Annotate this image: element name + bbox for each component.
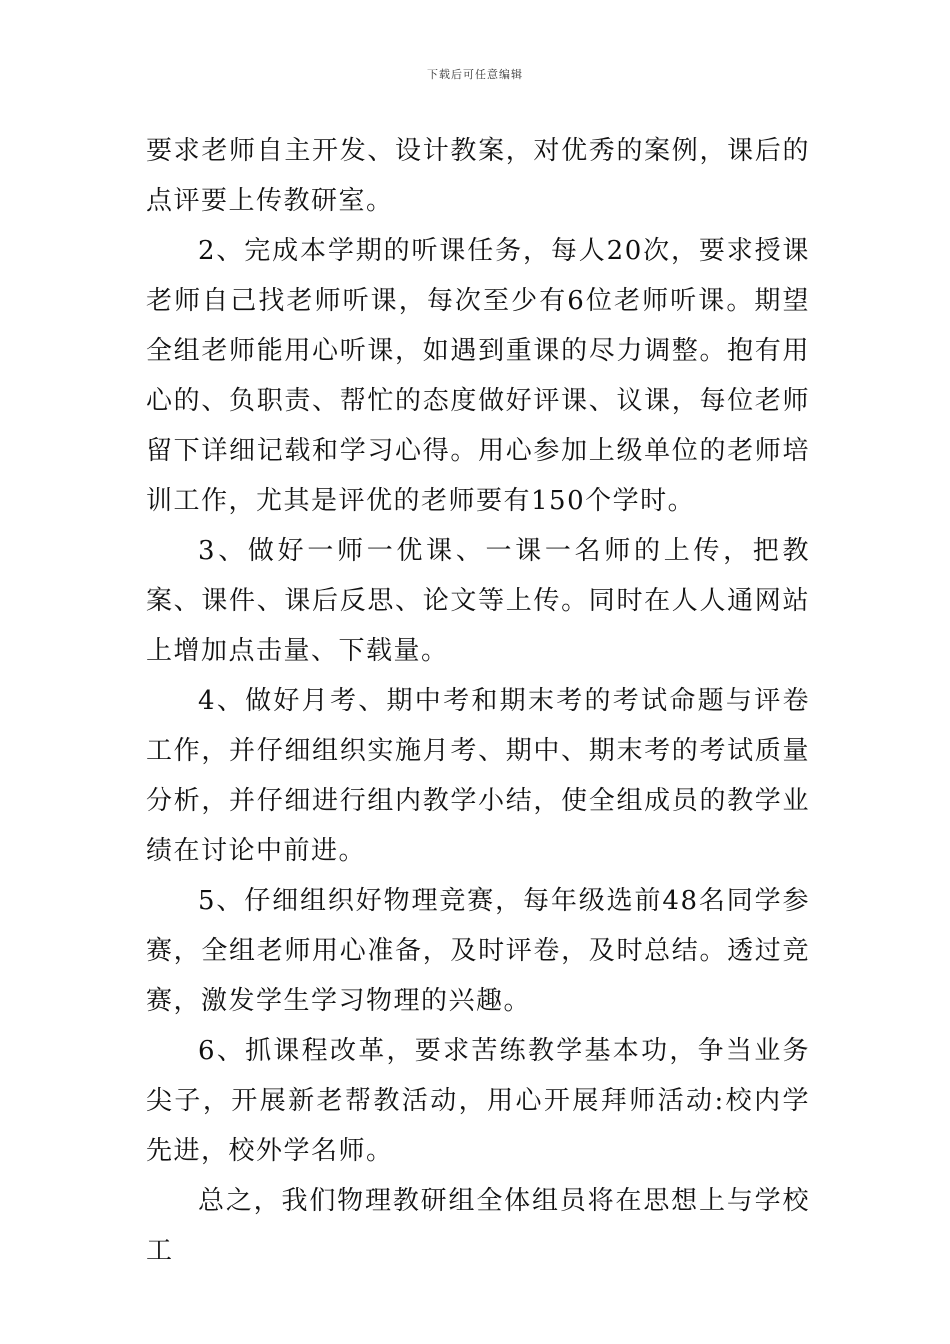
paragraph-item-6: 6、抓课程改革，要求苦练教学基本功，争当业务尖子，开展新老帮教活动，用心开展拜师活动:校内学先进，校外学名师。 [146,1036,810,1166]
paragraph-item-5: 5、仔细组织好物理竞赛，每年级选前48名同学参赛，全组老师用心准备，及时评卷，及时总结。透过竞赛，激发学生学习物理的兴趣。 [146,886,810,1016]
paragraph-item-2: 2、完成本学期的听课任务，每人20次，要求授课老师自己找老师听课，每次至少有6位老师听课。期望全组老师能用心听课，如遇到重课的尽力调整。抱有用心的、负职责、帮忙的态度做好评课、议课，每位老师留下详细记载和学习心得。用心参加上级单位的老师培训工作，尤其是评优的老师要有150个学时。 [146,236,810,516]
document-body [146,126,810,1276]
paragraph-item-3: 3、做好一师一优课、一课一名师的上传，把教案、课件、课后反思、论文等上传。同时在人人通网站上增加点击量、下载量。 [146,536,810,666]
paragraph-conclusion: 总之，我们物理教研组全体组员将在思想上与学校工 [146,1186,810,1266]
paragraph-continuation: 要求老师自主开发、设计教案，对优秀的案例，课后的点评要上传教研室。 [146,136,810,216]
page-header-note: 下载后可任意编辑 [427,68,523,81]
paragraph-item-4: 4、做好月考、期中考和期末考的考试命题与评卷工作，并仔细组织实施月考、期中、期末考的考试质量分析，并仔细进行组内教学小结，使全组成员的教学业绩在讨论中前进。 [146,686,810,866]
